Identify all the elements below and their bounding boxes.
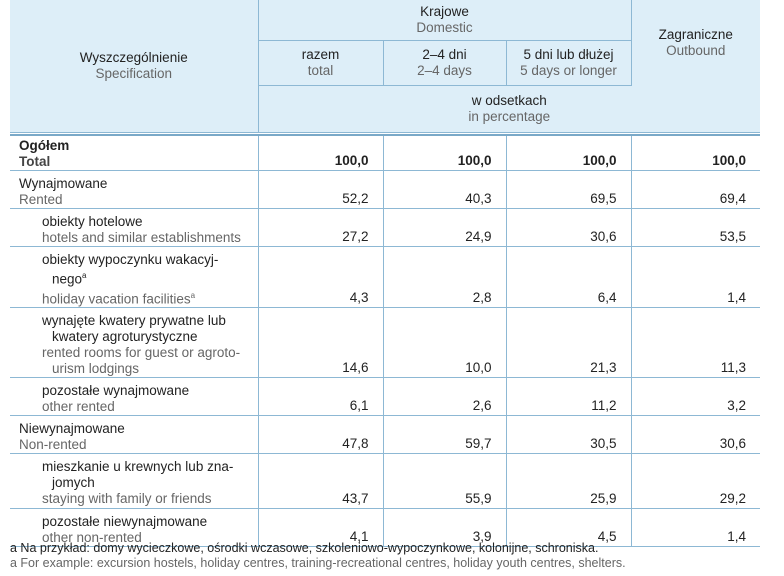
value-total: 47,8	[258, 416, 383, 454]
table-row	[10, 247, 760, 308]
value-total: 14,6	[258, 308, 383, 378]
value-long: 30,5	[506, 416, 631, 454]
row-label-pl-cont: jomych	[52, 475, 95, 490]
value-long: 69,5	[506, 171, 631, 209]
row-label-pl: mieszkanie u krewnych lub zna-	[42, 459, 234, 474]
value-short: 2,8	[383, 247, 506, 308]
header-outbound-pl: Zagraniczne	[658, 26, 733, 42]
header-total-en: total	[307, 62, 334, 78]
value-total: 27,2	[258, 209, 383, 247]
row-label-en: other non-rented	[42, 530, 142, 545]
row-label-en: staying with family or friends	[42, 491, 212, 506]
value-outbound: 30,6	[631, 416, 760, 454]
value-outbound: 3,2	[631, 378, 760, 416]
row-label-pl: obiekty hotelowe	[42, 214, 143, 229]
row-label-en-cont: urism lodgings	[52, 361, 140, 376]
value-long: 25,9	[506, 454, 631, 509]
value-outbound: 1,4	[631, 247, 760, 308]
row-label-pl: obiekty wypoczynku wakacyj-	[42, 252, 219, 267]
value-short: 100,0	[383, 135, 506, 171]
value-short: 2,6	[383, 378, 506, 416]
header-spec-pl: Wyszczególnienie	[79, 49, 188, 65]
header-domestic-pl: Krajowe	[420, 3, 469, 19]
value-short: 59,7	[383, 416, 506, 454]
header-short-en: 2–4 days	[417, 62, 472, 78]
row-label-en: rented rooms for guest or agroto-	[42, 345, 241, 360]
header-long-en: 5 days or longer	[520, 62, 617, 78]
row-label-en: Rented	[19, 192, 63, 207]
row-label-pl-cont: kwatery agroturystyczne	[52, 329, 198, 344]
row-label-pl: pozostałe wynajmowane	[42, 383, 190, 398]
row-label-pl: pozostałe niewynajmowane	[42, 514, 208, 529]
value-long: 11,2	[506, 378, 631, 416]
footnotes	[10, 541, 770, 571]
value-total: 100,0	[258, 135, 383, 171]
header-domestic-en: Domestic	[416, 19, 473, 35]
table-row	[10, 209, 760, 247]
header-outbound	[631, 0, 760, 85]
header-long-pl: 5 dni lub dłużej	[523, 46, 614, 62]
value-long: 4,5	[506, 509, 631, 547]
header-long-trips	[506, 40, 631, 85]
value-total: 4,3	[258, 247, 383, 308]
table-row	[10, 416, 760, 454]
row-label-en: Total	[19, 154, 51, 169]
table-row	[10, 378, 760, 416]
row-label-en: other rented	[42, 399, 115, 414]
value-outbound: 1,4	[631, 509, 760, 547]
header-specification	[10, 0, 258, 132]
value-long: 6,4	[506, 247, 631, 308]
footnote-marker: a	[82, 271, 87, 280]
value-short: 10,0	[383, 308, 506, 378]
value-outbound: 69,4	[631, 171, 760, 209]
value-long: 30,6	[506, 209, 631, 247]
value-total: 4,1	[258, 509, 383, 547]
row-label-en: hotels and similar establishments	[42, 230, 241, 245]
row-label-pl: Niewynajmowane	[19, 421, 125, 436]
header-unit-en: in percentage	[468, 108, 551, 124]
table-row	[10, 171, 760, 209]
row-label-pl-cont: nego	[52, 271, 83, 287]
value-outbound: 100,0	[631, 135, 760, 171]
header-domestic	[258, 0, 631, 40]
value-total: 6,1	[258, 378, 383, 416]
footnote-en: a For example: excursion hostels, holiday centres, training-recreational centres, holiday youth centres, shelters.	[10, 556, 626, 570]
table-row	[10, 135, 760, 171]
value-outbound: 53,5	[631, 209, 760, 247]
value-short: 40,3	[383, 171, 506, 209]
header-total-pl: razem	[301, 46, 340, 62]
row-label-en: Non-rented	[19, 437, 87, 452]
header-spec-en: Specification	[95, 65, 173, 81]
value-long: 100,0	[506, 135, 631, 171]
header-short-pl: 2–4 dni	[422, 46, 467, 62]
value-total: 52,2	[258, 171, 383, 209]
row-label-en: holiday vacation facilities	[42, 291, 191, 306]
footnote-marker: a	[190, 290, 196, 300]
row-label-pl: Ogółem	[19, 138, 70, 153]
table-row	[10, 308, 760, 378]
row-label-pl: Wynajmowane	[19, 176, 108, 191]
footnote-pl: a Na przykład: domy wycieczkowe, ośrodki wczasowe, szkoleniowo-wypoczynkowe, kolonijne, schroniska.	[10, 541, 599, 555]
header-unit	[258, 85, 760, 132]
table-row	[10, 454, 760, 509]
row-label-pl: wynajęte kwatery prywatne lub	[42, 313, 226, 328]
value-long: 21,3	[506, 308, 631, 378]
value-total: 43,7	[258, 454, 383, 509]
accommodation-table	[10, 0, 760, 547]
value-outbound: 29,2	[631, 454, 760, 509]
header-unit-pl: w odsetkach	[471, 92, 547, 108]
value-short: 24,9	[383, 209, 506, 247]
value-outbound: 11,3	[631, 308, 760, 378]
value-short: 55,9	[383, 454, 506, 509]
value-short: 3,9	[383, 509, 506, 547]
header-short-trips	[383, 40, 506, 85]
header-total	[258, 40, 383, 85]
header-outbound-en: Outbound	[666, 42, 726, 58]
